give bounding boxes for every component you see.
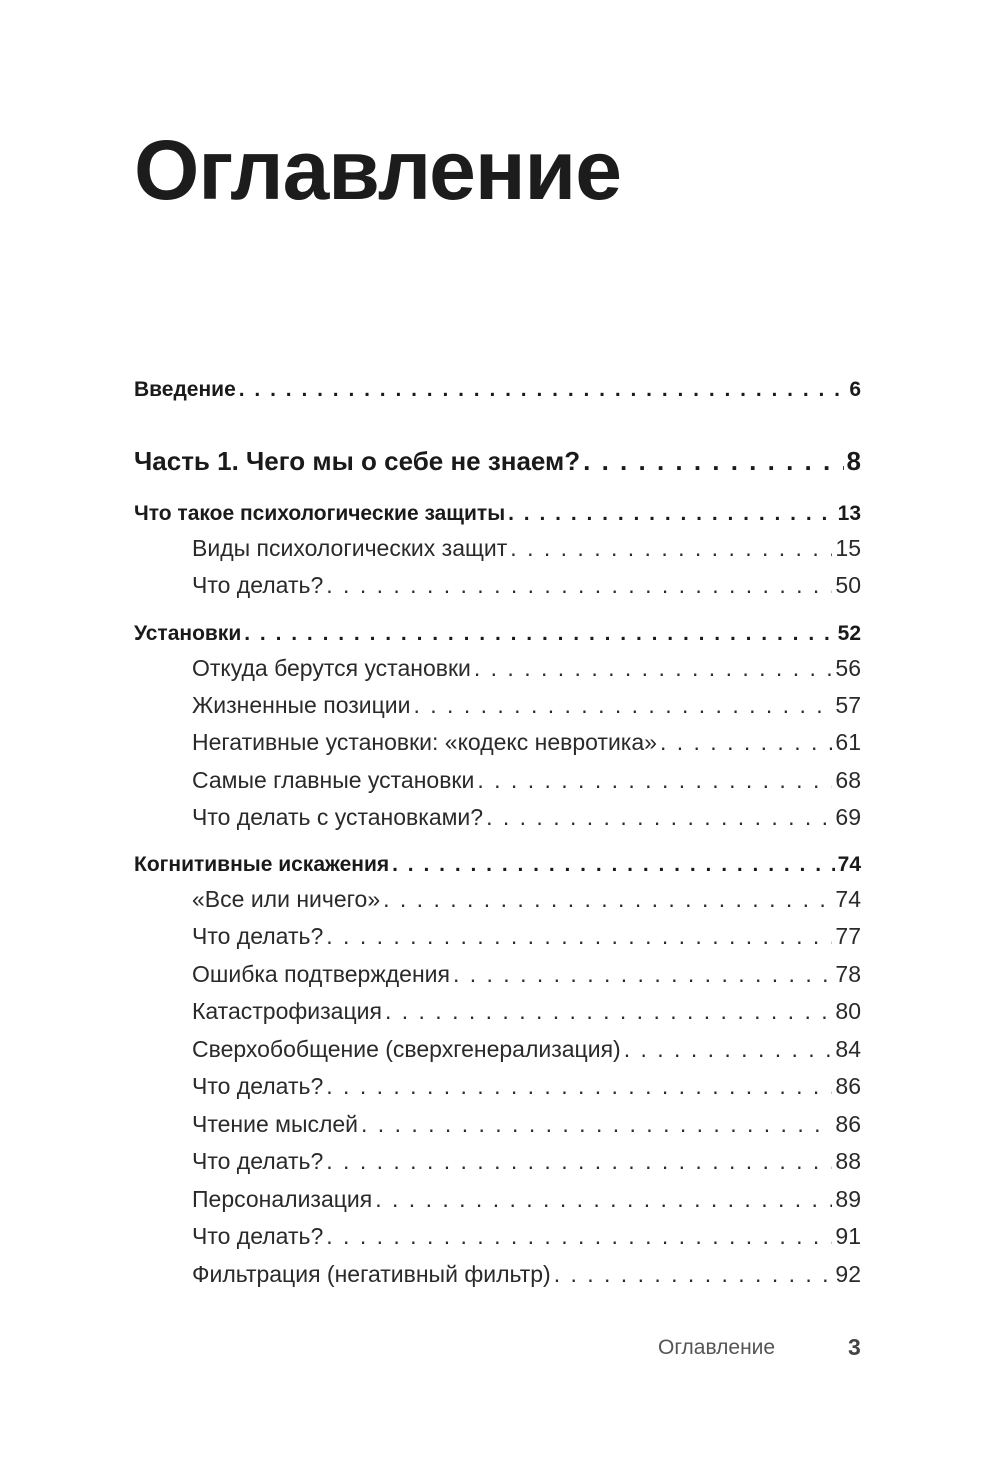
toc-entry-subsection[interactable]	[192, 961, 861, 989]
dot-leader	[361, 1111, 832, 1139]
page-title: Оглавление	[134, 123, 621, 217]
dot-leader	[486, 804, 832, 832]
dot-leader	[508, 501, 835, 526]
toc-entry-page: 6	[849, 378, 861, 401]
toc-entry-page: 86	[835, 1073, 861, 1099]
toc-entry-chapter[interactable]	[134, 852, 861, 877]
dot-leader	[326, 1073, 832, 1101]
toc-entry-label: Откуда берутся установки	[192, 655, 471, 681]
dot-leader	[660, 729, 832, 757]
toc-entry-label: Чтение мыслей	[192, 1111, 359, 1137]
toc-entry-page: 52	[837, 622, 861, 645]
toc-entry-subsection[interactable]	[192, 1261, 861, 1289]
toc-entry-label: Самые главные установки	[192, 767, 475, 793]
toc-entry-label: Жизненные позиции	[192, 692, 411, 718]
toc-entry-subsection[interactable]	[192, 1111, 861, 1139]
toc-entry-page: 69	[835, 804, 861, 830]
dot-leader	[385, 998, 832, 1026]
toc-entry-page: 15	[835, 535, 861, 561]
toc-entry-page: 80	[835, 998, 861, 1024]
toc-entry-label: Когнитивные искажения	[134, 853, 390, 876]
toc-entry-intro[interactable]	[134, 377, 861, 402]
dot-leader	[392, 852, 835, 877]
toc-entry-page: 89	[835, 1186, 861, 1212]
dot-leader	[583, 446, 843, 477]
dot-leader	[244, 621, 834, 646]
dot-leader	[474, 655, 833, 683]
dot-leader	[624, 1036, 833, 1064]
dot-leader	[375, 1186, 832, 1214]
toc-entry-subsection[interactable]	[192, 1036, 861, 1064]
toc-entry-page: 74	[835, 886, 861, 912]
toc-entry-subsection[interactable]	[192, 886, 861, 914]
toc-entry-page: 92	[835, 1261, 861, 1287]
toc-entry-label: Сверхобобщение (сверхгенерализация)	[192, 1036, 621, 1062]
dot-leader	[383, 886, 832, 914]
dot-leader	[414, 692, 833, 720]
toc-entry-page: 74	[837, 853, 861, 876]
dot-leader	[326, 1223, 832, 1251]
toc-entry-subsection[interactable]	[192, 998, 861, 1026]
toc-entry-label: Что такое психологические защиты	[134, 502, 506, 525]
toc-entry-page: 56	[835, 655, 861, 681]
toc-entry-page: 91	[835, 1223, 861, 1249]
toc-entry-subsection[interactable]	[192, 572, 861, 600]
toc-entry-chapter[interactable]	[134, 621, 861, 646]
toc-entry-subsection[interactable]	[192, 767, 861, 795]
dot-leader	[239, 377, 847, 402]
toc-entry-page: 61	[835, 729, 861, 755]
toc-entry-subsection[interactable]	[192, 655, 861, 683]
dot-leader	[326, 572, 832, 600]
toc-entry-subsection[interactable]	[192, 1073, 861, 1101]
toc-entry-subsection[interactable]	[192, 1223, 861, 1251]
toc-entry-page: 78	[835, 961, 861, 987]
toc-entry-page: 8	[846, 446, 861, 476]
toc-entry-label: Что делать?	[192, 572, 324, 598]
toc-entry-page: 84	[835, 1036, 861, 1062]
toc-entry-label: Что делать?	[192, 1223, 324, 1249]
toc-entry-label: Негативные установки: «кодекс невротика»	[192, 729, 657, 755]
dot-leader	[326, 1148, 832, 1176]
toc-entry-subsection[interactable]	[192, 692, 861, 720]
dot-leader	[326, 923, 832, 951]
dot-leader	[453, 961, 832, 989]
toc-entry-label: Что делать?	[192, 923, 324, 949]
toc-entry-page: 88	[835, 1148, 861, 1174]
toc-entry-label: Катастрофизация	[192, 998, 382, 1024]
toc-entry-label: «Все или ничего»	[192, 886, 381, 912]
toc-entry-page: 86	[835, 1111, 861, 1137]
toc-entry-label: Ошибка подтверждения	[192, 961, 450, 987]
toc-entry-page: 68	[835, 767, 861, 793]
toc-entry-label: Фильтрация (негативный фильтр)	[192, 1261, 551, 1287]
dot-leader	[477, 767, 832, 795]
toc-entry-page: 77	[835, 923, 861, 949]
toc-entry-page: 57	[835, 692, 861, 718]
toc-entry-subsection[interactable]	[192, 923, 861, 951]
toc-entry-label: Персонализация	[192, 1186, 373, 1212]
toc-entry-label: Виды психологических защит	[192, 535, 508, 561]
running-footer-title: Оглавление	[658, 1336, 776, 1359]
toc-entry-page: 13	[837, 502, 861, 525]
toc-entry-part-1[interactable]	[134, 446, 861, 477]
dot-leader	[510, 535, 832, 563]
toc-entry-chapter[interactable]	[134, 501, 861, 526]
toc-entry-label: Что делать?	[192, 1148, 324, 1174]
page-number: 3	[848, 1334, 861, 1360]
toc-entry-label: Установки	[134, 622, 242, 645]
dot-leader	[554, 1261, 833, 1289]
toc-entry-subsection[interactable]	[192, 1186, 861, 1214]
toc-entry-subsection[interactable]	[192, 535, 861, 563]
toc-entry-subsection[interactable]	[192, 729, 861, 757]
toc-entry-subsection[interactable]	[192, 1148, 861, 1176]
toc-entry-subsection[interactable]	[192, 804, 861, 832]
toc-entry-label: Введение	[134, 378, 236, 401]
toc-entry-label: Что делать с установками?	[192, 804, 484, 830]
toc-entry-page: 50	[835, 572, 861, 598]
toc-entry-label: Что делать?	[192, 1073, 324, 1099]
toc-entry-label: Часть 1. Чего мы о себе не знаем?	[134, 446, 581, 476]
